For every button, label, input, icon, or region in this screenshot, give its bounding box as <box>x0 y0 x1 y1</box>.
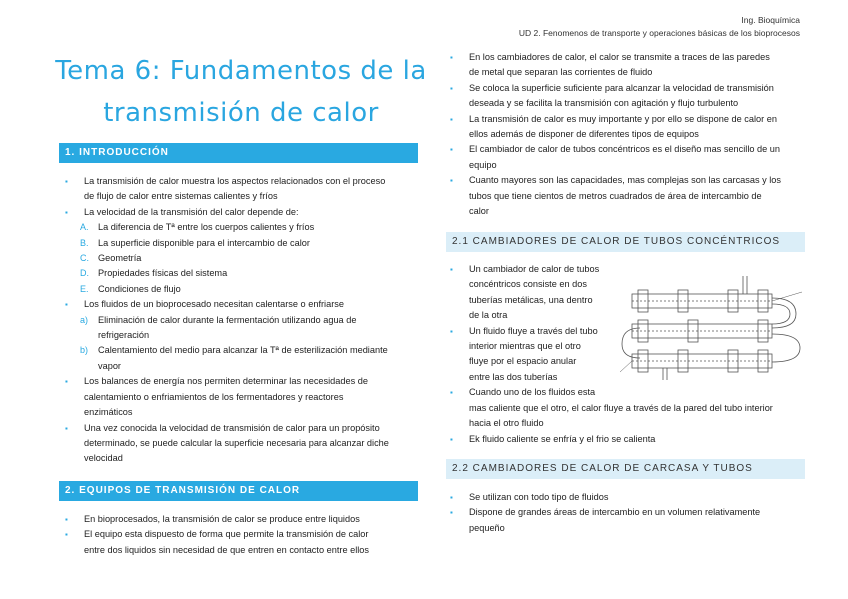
list-item-text: Cuanto mayores son las capacidades, mas complejas son las carcasas y los <box>469 175 782 186</box>
list-item <box>449 401 805 416</box>
list-item <box>449 204 805 219</box>
bullet-marker: ▪ <box>450 114 453 124</box>
section-heading-intro: 1. INTRODUCCIÓN <box>59 143 418 163</box>
list-item-text: calor <box>469 206 489 217</box>
section-heading-carcasa: 2.2 CAMBIADORES DE CALOR DE CARCASA Y TUBOS <box>446 459 805 479</box>
list-item <box>64 527 418 542</box>
list-item-text: velocidad <box>84 453 123 464</box>
title-line-1: Tema 6: Fundamentos de la <box>55 56 427 86</box>
bullet-marker: b) <box>80 345 89 356</box>
section-heading-tubos: 2.1 CAMBIADORES DE CALOR DE TUBOS CONCÉNTRICOS <box>446 232 805 252</box>
title-line-2: transmisión de calor <box>103 98 379 128</box>
list-item <box>64 451 418 466</box>
list-item-text: refrigeración <box>98 330 150 341</box>
list-item <box>64 174 418 189</box>
list-item-text: de metal que separan las corrientes de fluido <box>469 67 653 78</box>
list-item-text: Cuando uno de los fluidos esta <box>469 387 596 398</box>
list-item-text: tubos que tiene cientos de metros cuadrados de área de intercambio de <box>469 190 762 201</box>
list-item <box>64 436 418 451</box>
carcasa-list <box>449 490 805 536</box>
list-item-text: ellos además de disponer de diferentes tipos de equipos <box>469 129 699 140</box>
list-item-text: mas caliente que el otro, el calor fluye a través de la pared del tubo interior <box>469 403 773 413</box>
list-item <box>449 112 805 127</box>
bullet-marker: A. <box>80 222 89 233</box>
tubos-list <box>449 262 613 401</box>
bullet-marker: ▪ <box>65 177 68 186</box>
list-item-text: La diferencia de Tª entre los cuerpos calientes y fríos <box>98 222 315 233</box>
bullet-marker: ▪ <box>450 326 453 336</box>
list-item-text: Los balances de energía nos permiten determinar las necesidades de <box>84 376 368 387</box>
list-item <box>449 81 805 96</box>
bullet-marker: ▪ <box>450 508 453 518</box>
bullet-marker: ▪ <box>65 207 68 217</box>
list-item <box>449 50 805 65</box>
intro-list <box>64 174 418 467</box>
list-item-text: Eliminación de calor durante la fermentación utilizando agua de <box>98 314 357 325</box>
bullet-marker: E. <box>80 283 89 294</box>
bullet-marker: B. <box>80 237 89 248</box>
list-item <box>64 374 418 389</box>
list-item <box>449 490 805 505</box>
list-item <box>449 65 805 80</box>
list-item-text: interior mientras que el otro <box>469 341 581 352</box>
list-item-text: Geometría <box>98 253 142 264</box>
list-item-text: La superficie disponible para el intercambio de calor <box>98 237 310 248</box>
bullet-marker: C. <box>80 253 89 264</box>
list-item-text: Se coloca la superficie suficiente para alcanzar la velocidad de transmisión <box>469 82 774 93</box>
list-item-text: La velocidad de la transmisión del calor depende de: <box>84 206 299 217</box>
list-item <box>449 189 805 204</box>
list-item-text: Dispone de grandes áreas de intercambio en un volumen relativamente <box>469 507 761 518</box>
list-item <box>449 127 805 142</box>
list-item-text: tuberías metálicas, una dentro <box>469 294 593 305</box>
list-item <box>64 405 418 420</box>
list-item <box>64 205 418 220</box>
list-item <box>449 308 613 323</box>
list-item-text: entre las dos tuberías <box>469 371 558 382</box>
header-unit: UD 2. Fenomenos de transporte y operaciones básicas de los bioprocesos <box>518 28 800 38</box>
list-item <box>449 324 613 339</box>
bullet-marker: ▪ <box>65 530 68 540</box>
concentric-tube-exchanger-diagram <box>618 262 804 386</box>
list-item-text: fluye por el espacio anular <box>469 356 577 367</box>
list-item <box>64 251 418 266</box>
list-item <box>64 390 418 405</box>
list-item-text: Propiedades físicas del sistema <box>98 268 228 279</box>
list-item-text: Calentamiento del medio para alcanzar la Tª de esterilización mediante <box>98 345 388 356</box>
list-item-text: hacia el otro fluido <box>469 418 544 429</box>
bullet-marker: ▪ <box>450 493 453 502</box>
list-item <box>64 328 418 343</box>
list-item-text: de flujo de calor entre sistemas calientes y fríos <box>84 191 278 202</box>
bullet-marker: D. <box>80 268 89 279</box>
list-item <box>449 354 613 369</box>
list-item <box>449 96 805 111</box>
bullet-marker: ▪ <box>450 265 453 274</box>
bullet-marker: ▪ <box>65 423 68 433</box>
list-item-text: El cambiador de calor de tubos concéntricos es el diseño mas sencillo de un <box>469 144 781 155</box>
list-item-text: Condiciones de flujo <box>98 283 181 294</box>
list-item-text: Un cambiador de calor de tubos <box>469 264 600 274</box>
bullet-marker: ▪ <box>65 300 68 310</box>
bullet-marker: ▪ <box>450 434 453 444</box>
list-item-text: Ek fluido caliente se enfría y el frio se calienta <box>469 433 656 444</box>
list-item-text: determinado, se puede calcular la superficie necesaria para alcanzar diche <box>84 437 389 448</box>
list-item-text: La transmisión de calor muestra los aspectos relacionados con el proceso <box>84 176 386 186</box>
list-item <box>64 543 418 558</box>
list-item-text: de la otra <box>469 310 508 321</box>
bullet-marker: ▪ <box>450 176 453 186</box>
bullet-marker: ▪ <box>65 515 68 524</box>
list-item <box>449 262 613 277</box>
list-item <box>64 313 418 328</box>
list-item-text: Un fluido fluye a través del tubo <box>469 325 598 336</box>
list-item <box>449 277 613 292</box>
list-item <box>449 432 805 447</box>
list-item <box>64 220 418 235</box>
list-item <box>449 370 613 385</box>
list-item-text: En bioprocesados, la transmisión de calor se produce entre liquidos <box>84 514 360 524</box>
list-item-text: La transmisión de calor es muy importante y por ello se dispone de calor en <box>469 113 777 124</box>
header-course: Ing. Bioquímica <box>741 15 800 25</box>
right-top-list <box>449 50 805 219</box>
list-item-text: equipo <box>469 159 497 170</box>
list-item <box>64 189 418 204</box>
list-item <box>449 339 613 354</box>
list-item <box>64 236 418 251</box>
bullet-marker: ▪ <box>450 145 453 155</box>
list-item <box>449 505 805 520</box>
list-item <box>449 142 805 157</box>
list-item-text: Una vez conocida la velocidad de transmisión de calor para un propósito <box>84 422 380 433</box>
list-item <box>449 173 805 188</box>
list-item-text: deseada y se facilita la transmisión con agitación y flujo turbulento <box>469 98 739 109</box>
list-item-text: entre dos liquidos sin necesidad de que entren en contacto entre ellos <box>84 544 370 555</box>
list-item <box>449 385 613 400</box>
list-item <box>64 297 418 312</box>
list-item <box>64 512 418 527</box>
list-item <box>449 293 613 308</box>
bullet-marker: ▪ <box>450 53 453 62</box>
list-item-text: En los cambiadores de calor, el calor se transmite a traces de las paredes <box>469 52 770 62</box>
list-item-text: Los fluidos de un bioprocesado necesitan calentarse o enfriarse <box>84 299 344 310</box>
list-item-text: enzimáticos <box>84 407 133 418</box>
section-heading-equipos: 2. EQUIPOS DE TRANSMISIÓN DE CALOR <box>59 481 418 501</box>
list-item <box>64 282 418 297</box>
exchanger-drawing <box>618 262 804 386</box>
list-item-text: calentamiento o enfriamientos de los fermentadores y reactores <box>84 391 344 402</box>
list-item <box>64 421 418 436</box>
list-item <box>449 416 805 431</box>
tubos-list-wide <box>449 401 805 447</box>
list-item <box>64 343 418 358</box>
list-item-text: concéntricos consiste en dos <box>469 279 587 290</box>
page-title <box>36 50 446 134</box>
list-item <box>449 158 805 173</box>
list-item-text: vapor <box>98 360 121 371</box>
list-item <box>449 521 805 536</box>
bullet-marker: ▪ <box>450 388 453 398</box>
bullet-marker: ▪ <box>450 83 453 93</box>
bullet-marker: ▪ <box>65 377 68 387</box>
bullet-marker: a) <box>80 314 89 325</box>
list-item <box>64 266 418 281</box>
equipos-list <box>64 512 418 558</box>
list-item-text: Se utilizan con todo tipo de fluidos <box>469 492 609 502</box>
list-item <box>64 359 418 374</box>
list-item-text: El equipo esta dispuesto de forma que permite la transmisión de calor <box>84 529 369 540</box>
list-item-text: pequeño <box>469 522 505 533</box>
